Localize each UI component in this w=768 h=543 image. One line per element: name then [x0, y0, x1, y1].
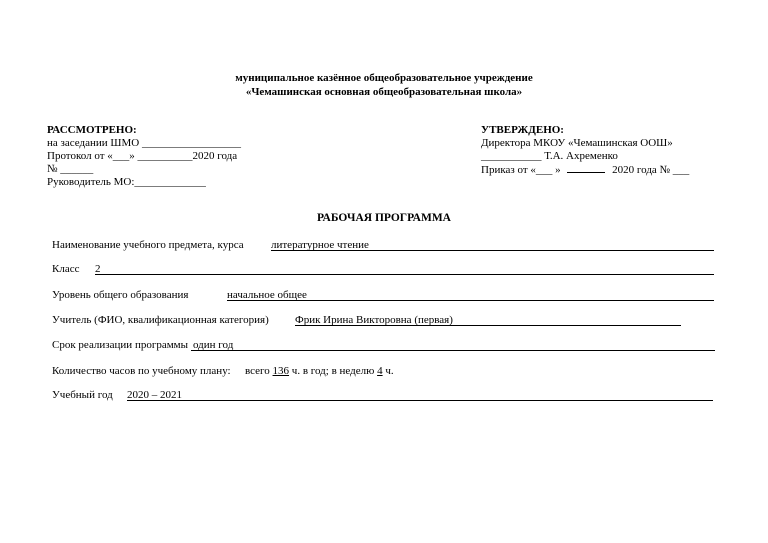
- year-label: Учебный год: [52, 389, 113, 401]
- term-row: [52, 338, 234, 352]
- level-underline: [227, 300, 714, 301]
- term-underline: [191, 350, 715, 351]
- subject-underline: [271, 250, 714, 251]
- level-value: начальное общее: [227, 289, 307, 301]
- reviewed-head-line: Руководитель МО:_____________: [47, 176, 206, 188]
- hours-week-suffix: ч.: [385, 365, 394, 377]
- reviewed-protocol-line: Протокол от «___» __________2020 года: [47, 150, 238, 162]
- teacher-underline: [295, 325, 681, 326]
- approved-order-suffix: 2020 года № ___: [612, 164, 690, 176]
- subject-label: Наименование учебного предмета, курса: [52, 239, 244, 251]
- class-label: Класс: [52, 263, 80, 275]
- document-title: РАБОЧАЯ ПРОГРАММА: [316, 212, 451, 224]
- approved-signature-line: ___________ Т.А. Ахременко: [481, 150, 618, 162]
- subject-value: литературное чтение: [271, 239, 369, 251]
- hours-total-prefix: всего: [245, 365, 270, 377]
- school-type-heading: муниципальное казённое общеобразовательное учреждение: [235, 72, 533, 84]
- hours-detail: [245, 364, 394, 378]
- approved-order-date-blank: [567, 163, 605, 173]
- hours-week-value: 4: [377, 365, 383, 377]
- teacher-label: Учитель (ФИО, квалификационная категория): [52, 314, 269, 326]
- term-label: Срок реализации программы: [52, 339, 189, 351]
- class-row: [52, 262, 101, 276]
- hours-label: Количество часов по учебному плану:: [52, 365, 231, 377]
- teacher-value: Фрик Ирина Викторовна (первая): [295, 314, 453, 326]
- reviewed-meeting-line: на заседании ШМО __________________: [47, 137, 241, 149]
- approved-order-prefix: Приказ от «___ »: [481, 164, 561, 176]
- approved-director-line: Директора МКОУ «Чемашинская ООШ»: [481, 137, 673, 149]
- year-underline: [127, 400, 713, 401]
- year-value: 2020 – 2021: [127, 389, 182, 401]
- class-value: 2: [95, 263, 101, 275]
- year-row: [52, 388, 182, 402]
- hours-row: [52, 364, 394, 378]
- class-underline: [95, 274, 714, 275]
- level-label: Уровень общего образования: [52, 289, 189, 301]
- hours-total-suffix: ч. в год; в неделю: [291, 365, 375, 377]
- approved-title: УТВЕРЖДЕНО:: [481, 124, 564, 136]
- term-value: один год: [193, 339, 234, 351]
- reviewed-title: РАССМОТРЕНО:: [47, 124, 137, 136]
- hours-total-value: 136: [272, 365, 290, 377]
- subject-row: [52, 238, 369, 252]
- school-name-heading: «Чемашинская основная общеобразовательная школа»: [245, 86, 523, 98]
- level-row: [52, 288, 307, 302]
- approved-order-line: [481, 163, 689, 176]
- teacher-row: [52, 313, 453, 327]
- reviewed-number-line: № ______: [47, 163, 94, 175]
